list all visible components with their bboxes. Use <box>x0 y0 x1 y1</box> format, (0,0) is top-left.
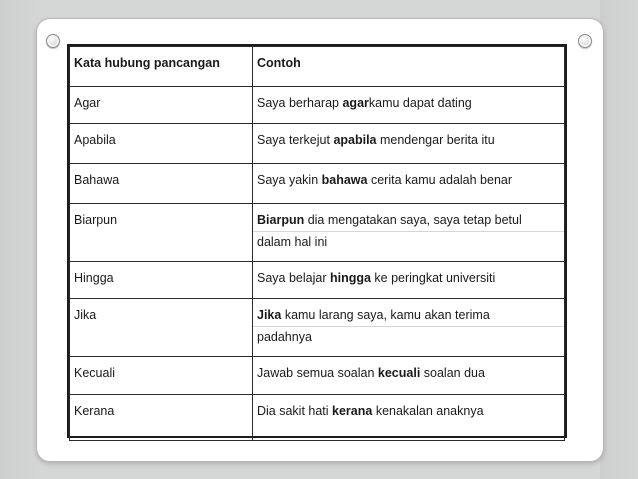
conjunction-cell: Kecuali <box>70 357 253 395</box>
example-cell <box>253 124 565 164</box>
table-row <box>70 299 565 357</box>
example-text <box>257 404 484 418</box>
example-text <box>257 213 522 227</box>
example-text-continuation: dalam hal ini <box>253 231 564 253</box>
example-text-segment: Saya berharap <box>257 96 343 110</box>
example-conjunction-highlight: Biarpun <box>257 213 305 227</box>
table-row <box>70 395 565 441</box>
example-conjunction-highlight: apabila <box>333 133 377 147</box>
example-cell <box>253 262 565 299</box>
example-cell <box>253 299 565 357</box>
example-text-continuation: padahnya <box>253 326 564 348</box>
conjunction-cell: Hingga <box>70 262 253 299</box>
example-conjunction-highlight: bahawa <box>321 173 368 187</box>
table-row <box>70 357 565 395</box>
example-conjunction-highlight: kecuali <box>377 366 421 380</box>
example-text-segment: cerita kamu adalah benar <box>367 173 513 187</box>
example-text-segment: kenakalan anaknya <box>372 404 484 418</box>
example-cell <box>253 87 565 124</box>
background-stripe <box>600 0 638 479</box>
example-conjunction-highlight: kerana <box>332 404 373 418</box>
example-text-segment: mendengar berita itu <box>376 133 495 147</box>
header-cell-example: Contoh <box>253 47 565 87</box>
conjunction-cell: Jika <box>70 299 253 357</box>
table-row <box>70 164 565 204</box>
example-text-segment: Dia sakit hati <box>257 404 333 418</box>
example-text-segment: Saya belajar <box>257 271 330 285</box>
example-text-segment: Saya terkejut <box>257 133 334 147</box>
example-conjunction-highlight: hingga <box>329 271 371 285</box>
table-row <box>70 204 565 262</box>
conjunction-cell: Bahawa <box>70 164 253 204</box>
conjunction-cell: Kerana <box>70 395 253 441</box>
binder-ring-icon <box>578 34 592 48</box>
example-text <box>257 96 472 110</box>
table-header-row <box>70 47 565 87</box>
table-row <box>70 87 565 124</box>
example-text <box>257 271 495 285</box>
example-text-segment: dia mengatakan saya, saya tetap betul <box>304 213 522 227</box>
example-text <box>257 173 512 187</box>
example-text-segment: ke peringkat universiti <box>370 271 496 285</box>
table-row <box>70 262 565 299</box>
conjunction-cell: Agar <box>70 87 253 124</box>
conjunction-cell: Biarpun <box>70 204 253 262</box>
binder-ring-icon <box>46 34 60 48</box>
example-cell <box>253 204 565 262</box>
example-cell <box>253 395 565 441</box>
table-row <box>70 124 565 164</box>
example-text <box>257 308 490 322</box>
example-cell <box>253 164 565 204</box>
conjunction-table <box>67 44 567 438</box>
conjunction-cell: Apabila <box>70 124 253 164</box>
example-text-segment: kamu dapat dating <box>368 96 472 110</box>
example-text-segment: kamu larang saya, kamu akan terima <box>281 308 490 322</box>
example-text <box>257 366 485 380</box>
example-cell <box>253 357 565 395</box>
example-text <box>257 133 495 147</box>
example-text-segment: Jawab semua soalan <box>257 366 378 380</box>
example-text-segment: Saya yakin <box>257 173 322 187</box>
example-conjunction-highlight: Jika <box>257 308 282 322</box>
example-conjunction-highlight: agar <box>342 96 369 110</box>
background-stripe <box>0 0 40 479</box>
header-cell-conjunction: Kata hubung pancangan <box>70 47 253 87</box>
example-text-segment: soalan dua <box>420 366 485 380</box>
conjunction-table-grid <box>69 46 565 441</box>
